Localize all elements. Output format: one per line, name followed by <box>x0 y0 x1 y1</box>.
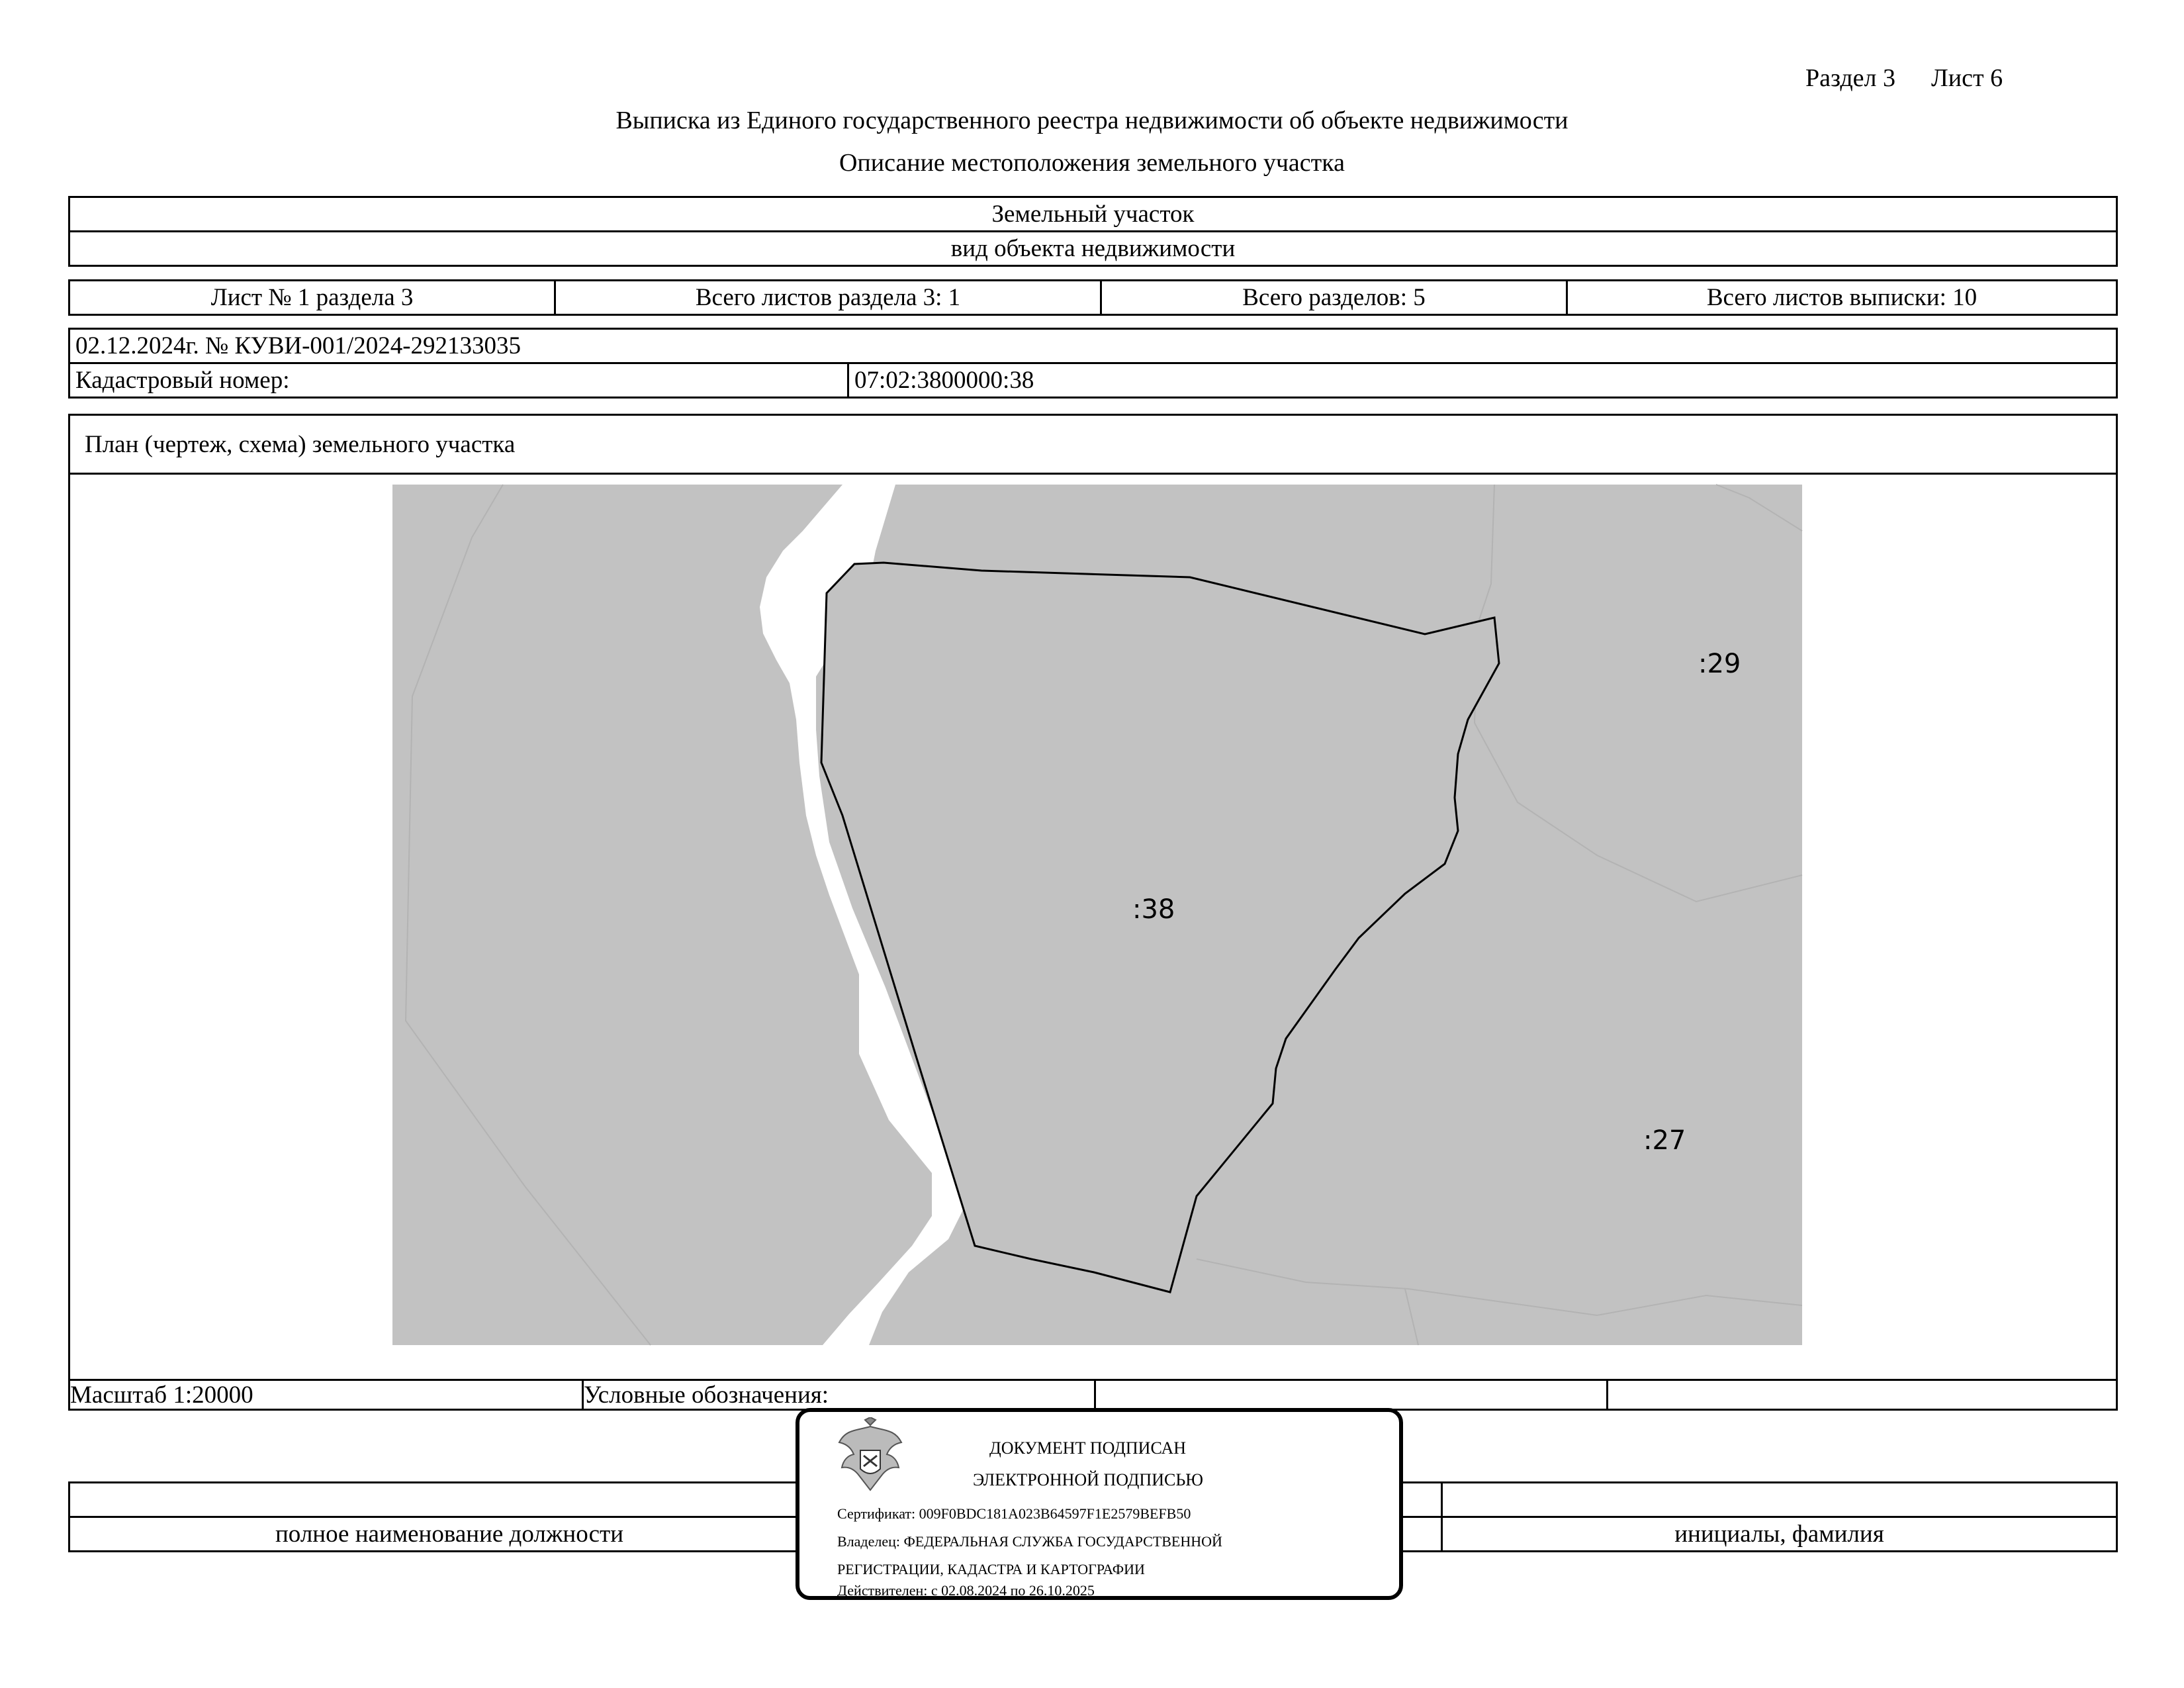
sheet-label: Лист 6 <box>1931 64 2003 92</box>
stamp-line-2: ЭЛЕКТРОННОЙ ПОДПИСЬЮ <box>973 1470 1203 1489</box>
total-sections-text: Всего разделов: 5 <box>1242 284 1426 311</box>
stamp-owner-2: РЕГИСТРАЦИИ, КАДАСТРА И КАРТОГРАФИИ <box>837 1561 1145 1577</box>
stamp-valid: Действителен: с 02.08.2024 по 26.10.2025 <box>837 1582 1095 1599</box>
position-caption-text: полное наименование должности <box>275 1521 624 1548</box>
object-type-caption <box>68 230 2118 267</box>
stamp-certificate: Сертификат: 009F0BDC181A023B64597F1E2579BEFB50 <box>837 1505 1191 1522</box>
scale-text: Масштаб 1:20000 <box>70 1381 253 1409</box>
parcel-label-29: :29 <box>1698 649 1741 679</box>
sheet-number-text: Лист № 1 раздела 3 <box>210 284 414 311</box>
document-reference-text: 02.12.2024г. № КУВИ-001/2024-292133035 <box>75 332 522 359</box>
legend-label <box>582 1379 1096 1411</box>
parcel-label-27: :27 <box>1643 1125 1686 1156</box>
coat-of-arms-icon <box>834 1417 907 1497</box>
section-label: Раздел 3 <box>1805 64 1895 92</box>
cadastral-label <box>68 362 849 399</box>
total-section-sheets <box>554 279 1102 316</box>
plan-frame <box>68 473 2118 1381</box>
sheet-number <box>68 279 556 316</box>
name-caption-text: инициалы, фамилия <box>1674 1521 1884 1548</box>
scale <box>68 1379 584 1411</box>
plan-title-text: План (чертеж, схема) земельного участка <box>85 430 516 458</box>
parcel-map <box>70 473 2116 1381</box>
electronic-signature-stamp <box>796 1408 1403 1600</box>
legend-cell-3 <box>1606 1379 2118 1411</box>
parcel-label-38: :38 <box>1132 894 1175 925</box>
object-type-text: Земельный участок <box>991 201 1195 228</box>
legend-cell-2 <box>1094 1379 1608 1411</box>
total-extract-sheets <box>1566 279 2118 316</box>
document-reference <box>68 328 2118 364</box>
object-type-caption-text: вид объекта недвижимости <box>950 235 1236 262</box>
name-field <box>1441 1481 2118 1518</box>
cadastral-number-text: 07:02:3800000:38 <box>854 367 1034 394</box>
total-extract-sheets-text: Всего листов выписки: 10 <box>1706 284 1978 311</box>
plan-title <box>68 414 2118 475</box>
name-caption <box>1441 1516 2118 1552</box>
document-title: Выписка из Единого государственного реестра недвижимости об объекте недвижимости <box>615 107 1569 134</box>
total-section-sheets-text: Всего листов раздела 3: 1 <box>695 284 961 311</box>
stamp-line-1: ДОКУМЕНТ ПОДПИСАН <box>989 1438 1187 1458</box>
total-sections <box>1100 279 1568 316</box>
document-subtitle: Описание местоположения земельного участка <box>839 149 1345 177</box>
legend-label-text: Условные обозначения: <box>584 1381 829 1409</box>
cadastral-label-text: Кадастровый номер: <box>75 367 290 394</box>
cadastral-number <box>847 362 2118 399</box>
object-type <box>68 196 2118 232</box>
stamp-owner-1: Владелец: ФЕДЕРАЛЬНАЯ СЛУЖБА ГОСУДАРСТВЕННОЙ <box>837 1533 1222 1550</box>
